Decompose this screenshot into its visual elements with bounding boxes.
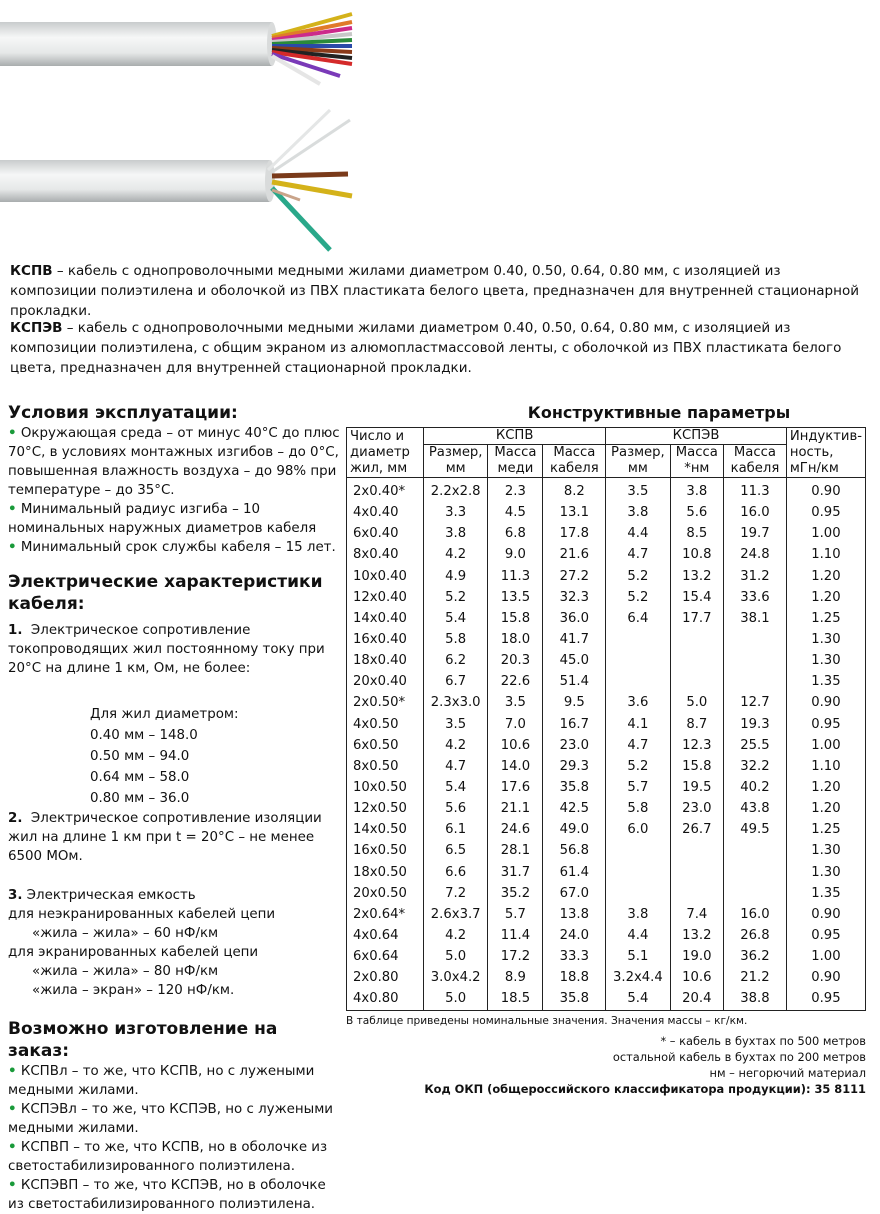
header-size-2: Размер, мм [606,445,670,478]
table-cell: 27.2 [543,566,606,587]
table-cell [724,840,787,861]
table-row [347,777,866,798]
table-cell: 8x0.50 [347,756,424,777]
table-cell: 19.3 [724,714,787,735]
table-cell: 5.8 [606,798,670,819]
table-cell: 5.2 [424,587,488,608]
electrical-title: Электрические характеристики кабеля: [8,572,323,614]
table-cell: 5.4 [424,777,488,798]
table-cell: 5.0 [424,946,488,967]
table-cell: 20x0.50 [347,883,424,904]
table-row [347,862,866,883]
table-cell: 3.5 [606,478,670,503]
table-cell: 6.7 [424,671,488,692]
table-cell: 5.6 [424,798,488,819]
table-cell: 6.6 [424,862,488,883]
table-cell [724,883,787,904]
cable-kspev-image [0,110,352,250]
table-cell: 3.6 [606,692,670,713]
table-cell: 35.2 [488,883,543,904]
table-cell: 1.20 [786,566,865,587]
table-cell: 6.8 [488,523,543,544]
table-cell: 11.4 [488,925,543,946]
table-cell: 1.20 [786,587,865,608]
bullet-icon: • [8,1178,17,1193]
table-cell: 22.6 [488,671,543,692]
table-row [347,502,866,523]
table-row [347,608,866,629]
table-cell: 19.5 [670,777,724,798]
table-cell: 2.3 [488,478,543,503]
table-cell: 18.8 [543,967,606,988]
header-inductance: Индуктив-ность, мГн/км [786,428,865,478]
table-cell: 8.7 [670,714,724,735]
table-cell: 3.8 [424,523,488,544]
table-cell: 2x0.64* [347,904,424,925]
table-cell: 41.7 [543,629,606,650]
table-cell: 2x0.80 [347,967,424,988]
table-cell: 14x0.50 [347,819,424,840]
table-cell: 24.0 [543,925,606,946]
table-cell: 19.7 [724,523,787,544]
table-cell: 20.4 [670,988,724,1010]
table-cell [724,629,787,650]
table-cell: 5.1 [606,946,670,967]
table-cell: 61.4 [543,862,606,883]
table-cell: 38.1 [724,608,787,629]
table-cell: 8.9 [488,967,543,988]
list-item: • Минимальный срок службы кабеля – 15 лет. [8,540,336,555]
table-cell: 1.25 [786,819,865,840]
table-cell: 5.8 [424,629,488,650]
table-cell: 19.0 [670,946,724,967]
table-cell: 23.0 [670,798,724,819]
table-cell: 6.0 [606,819,670,840]
bullet-icon: • [8,1102,17,1117]
table-cell [670,840,724,861]
table-cell: 5.2 [606,756,670,777]
table-cell: 10x0.40 [347,566,424,587]
table-cell: 67.0 [543,883,606,904]
table-row [347,523,866,544]
table-cell: 56.8 [543,840,606,861]
table-cell: 20x0.40 [347,671,424,692]
table-cell: 5.0 [424,988,488,1010]
table-cell: 5.4 [606,988,670,1010]
table-cell: 20.3 [488,650,543,671]
kspev-description [10,318,870,378]
table-cell: 0.95 [786,502,865,523]
table-cell [724,671,787,692]
table-cell: 18x0.40 [347,650,424,671]
table-cell: 28.1 [488,840,543,861]
table-cell [606,671,670,692]
table-cell: 3.8 [670,478,724,503]
table-cell: 33.3 [543,946,606,967]
capacitance-paragraph: 3. Электрическая емкость для неэкранированных кабелей цепи «жила – жила» – 60 нФ/км для экранированных кабелей цепи «жила – жила» – 80 нФ/км «жила – экран» – 120 нФ/км. [8,888,276,998]
table-cell: 4.2 [424,925,488,946]
table-cell: 4.2 [424,544,488,565]
table-cell: 10x0.50 [347,777,424,798]
table-cell: 4.5 [488,502,543,523]
table-cell: 38.8 [724,988,787,1010]
table-cell: 29.3 [543,756,606,777]
table-row [347,925,866,946]
table-cell: 24.8 [724,544,787,565]
table-row [347,671,866,692]
table-row [347,967,866,988]
table-cell: 0.95 [786,714,865,735]
table-cell: 15.8 [670,756,724,777]
table-cell: 4x0.64 [347,925,424,946]
table-cell: 0.95 [786,925,865,946]
list-item: • КСПЭВл – то же, что КСПЭВ, но с лужеными медными жилами. [8,1102,333,1136]
table-cell: 36.0 [543,608,606,629]
table-cell: 7.0 [488,714,543,735]
table-cell [670,629,724,650]
kspv-name: КСПВ [10,263,53,279]
table-cell: 5.0 [670,692,724,713]
table-cell: 35.8 [543,988,606,1010]
header-mass-cable: Масса кабеля [543,445,606,478]
table-row [347,756,866,777]
table-cell [724,862,787,883]
table-cell: 4.9 [424,566,488,587]
table-cell: 11.3 [488,566,543,587]
table-cell: 10.6 [670,967,724,988]
table-cell: 40.2 [724,777,787,798]
list-item: • КСПВП – то же, что КСПВ, но в оболочке из светостабилизированного полиэтилена. [8,1140,328,1174]
table-cell: 10.8 [670,544,724,565]
table-cell: 26.8 [724,925,787,946]
table-cell: 3.0x4.2 [424,967,488,988]
list-item: • КСПЭВП – то же, что КСПЭВ, но в оболочке из светостабилизированного полиэтилена. [8,1178,326,1212]
table-cell: 4.4 [606,523,670,544]
table-cell: 25.5 [724,735,787,756]
table-cell: 5.7 [488,904,543,925]
table-row [347,840,866,861]
table-cell: 21.6 [543,544,606,565]
table-row [347,544,866,565]
table-cell: 1.10 [786,756,865,777]
table-row [347,819,866,840]
table-cell: 5.6 [670,502,724,523]
table-cell: 0.95 [786,988,865,1010]
table-row [347,735,866,756]
table-cell: 13.5 [488,587,543,608]
table-cell: 4.1 [606,714,670,735]
table-cell: 7.4 [670,904,724,925]
table-cell: 16x0.40 [347,629,424,650]
table-cell: 26.7 [670,819,724,840]
header-kspv: КСПВ [424,428,606,445]
header-mass-copper: Масса меди [488,445,543,478]
table-cell: 43.8 [724,798,787,819]
table-row [347,587,866,608]
table-cell: 23.0 [543,735,606,756]
table-cell: 4.7 [606,735,670,756]
table-cell: 16.0 [724,502,787,523]
bullet-icon: • [8,1064,17,1079]
cable-photo [0,0,370,262]
table-cell: 32.3 [543,587,606,608]
table-cell: 5.4 [424,608,488,629]
table-cell: 6x0.40 [347,523,424,544]
table-footnotes: * – кабель в бухтах по 500 метров остальной кабель в бухтах по 200 метров нм – негорючий материал Код ОКП (общероссийского классификатора продукции): 35 8111 [346,1033,866,1097]
table-cell: 1.20 [786,777,865,798]
bullet-icon: • [8,540,17,555]
kspv-text: – кабель с однопроволочными медными жилами диаметром 0.40, 0.50, 0.64, 0.80 мм, с изоляцией из композиции полиэтилена и оболочкой из ПВХ пластиката белого цвета, предназначен для внутренней стационарной прокладки. [10,263,859,319]
table-cell: 6x0.50 [347,735,424,756]
table-cell: 1.30 [786,862,865,883]
table-cell: 14.0 [488,756,543,777]
table-cell: 4.7 [606,544,670,565]
table-cell [606,650,670,671]
table-cell: 18.5 [488,988,543,1010]
table-cell: 13.8 [543,904,606,925]
table-cell [724,650,787,671]
header-kspev: КСПЭВ [606,428,787,445]
header-count: Число и диаметр жил, мм [347,428,424,478]
table-cell: 12.3 [670,735,724,756]
table-row [347,478,866,503]
table-cell: 2.3x3.0 [424,692,488,713]
table-cell: 31.7 [488,862,543,883]
header-mass-nm: Масса *нм [670,445,724,478]
table-cell: 15.8 [488,608,543,629]
table-cell: 18.0 [488,629,543,650]
table-cell [670,862,724,883]
table-cell: 0.90 [786,692,865,713]
table-cell: 16.7 [543,714,606,735]
table-cell: 21.1 [488,798,543,819]
table-cell: 4.2 [424,735,488,756]
conditions-list [8,424,343,557]
table-cell: 6.2 [424,650,488,671]
table-row [347,629,866,650]
table-cell: 7.2 [424,883,488,904]
table-cell: 3.8 [606,904,670,925]
table-cell: 15.4 [670,587,724,608]
table-cell: 6.4 [606,608,670,629]
table-cell: 6.1 [424,819,488,840]
table-cell: 42.5 [543,798,606,819]
insulation-paragraph: 2. Электрическое сопротивление изоляции жил на длине 1 км при t = 20°С – не менее 6500 МОм. [8,811,322,864]
table-row [347,946,866,967]
table-cell: 4.7 [424,756,488,777]
table-cell: 4x0.80 [347,988,424,1010]
table-cell: 11.3 [724,478,787,503]
conditions-title: Условия эксплуатации: [8,403,238,423]
table-row [347,566,866,587]
table-cell: 1.30 [786,840,865,861]
okp-code: Код ОКП (общероссийского классификатора продукции): 35 8111 [424,1081,866,1096]
table-cell: 1.10 [786,544,865,565]
table-cell: 13.2 [670,566,724,587]
table-cell: 1.00 [786,523,865,544]
kspv-description [10,261,870,321]
table-cell: 9.5 [543,692,606,713]
table-cell: 35.8 [543,777,606,798]
list-item: • Минимальный радиус изгиба – 10 номинальных наружных диаметров кабеля [8,502,317,536]
table-title: Конструктивные параметры [527,403,791,422]
table-cell: 3.5 [424,714,488,735]
list-item: • Окружающая среда – от минус 40°С до плюс 70°С, в условиях монтажных изгибов – до 0°С, повышенная влажность воздуха – до 98% при температуре – до 35°С. [8,426,340,498]
table-cell: 3.2x4.4 [606,967,670,988]
table-cell: 1.20 [786,798,865,819]
table-cell: 0.90 [786,967,865,988]
table-cell: 17.6 [488,777,543,798]
table-cell: 8.5 [670,523,724,544]
table-row [347,714,866,735]
table-cell: 1.30 [786,650,865,671]
table-cell: 16.0 [724,904,787,925]
table-cell: 49.5 [724,819,787,840]
table-cell [606,862,670,883]
table-cell: 2.6x3.7 [424,904,488,925]
table-cell [606,840,670,861]
table-cell: 49.0 [543,819,606,840]
table-cell: 17.8 [543,523,606,544]
table-cell: 1.00 [786,735,865,756]
table-cell: 2x0.40* [347,478,424,503]
table-cell: 3.5 [488,692,543,713]
table-cell: 14x0.40 [347,608,424,629]
table-cell: 5.2 [606,566,670,587]
table-cell: 1.35 [786,883,865,904]
table-cell: 0.90 [786,478,865,503]
table-cell: 18x0.50 [347,862,424,883]
table-cell: 12x0.50 [347,798,424,819]
table-cell: 16x0.50 [347,840,424,861]
table-cell: 51.4 [543,671,606,692]
table-cell: 31.2 [724,566,787,587]
table-cell: 1.35 [786,671,865,692]
table-cell: 24.6 [488,819,543,840]
kspev-text: – кабель с однопроволочными медными жилами диаметром 0.40, 0.50, 0.64, 0.80 мм, с изоляцией из композиции полиэтилена, с общим экраном из алюмопластмассовой ленты, с оболочкой из ПВХ пластиката белого цвета, предназначен для внутренней стационарной прокладки. [10,320,842,376]
table-cell: 17.2 [488,946,543,967]
table-cell: 3.3 [424,502,488,523]
table-cell: 32.2 [724,756,787,777]
table-cell: 1.30 [786,629,865,650]
table-cell: 5.7 [606,777,670,798]
header-mass-cable-2: Масса кабеля [724,445,787,478]
table-row [347,988,866,1010]
header-size: Размер, мм [424,445,488,478]
list-item: • КСПВл – то же, что КСПВ, но с лужеными медными жилами. [8,1064,315,1098]
table-cell: 4x0.50 [347,714,424,735]
table-row [347,692,866,713]
table-cell [606,883,670,904]
table-cell: 4x0.40 [347,502,424,523]
table-cell: 5.2 [606,587,670,608]
table-cell: 1.00 [786,946,865,967]
table-row [347,883,866,904]
table-note: В таблице приведены номинальные значения. Значения массы – кг/км. [346,1014,748,1027]
bullet-icon: • [8,426,17,441]
table-cell: 1.25 [786,608,865,629]
table-cell: 8x0.40 [347,544,424,565]
left-column [8,402,343,1214]
table-cell: 4.4 [606,925,670,946]
bullet-icon: • [8,1140,17,1155]
table-row [347,798,866,819]
table-cell: 2.2x2.8 [424,478,488,503]
table-cell: 45.0 [543,650,606,671]
table-cell: 17.7 [670,608,724,629]
table-cell: 9.0 [488,544,543,565]
spec-table [346,427,866,1011]
table-cell: 12.7 [724,692,787,713]
table-cell: 13.1 [543,502,606,523]
table-cell: 12x0.40 [347,587,424,608]
custom-title: Возможно изготовление на заказ: [8,1019,278,1061]
table-cell: 21.2 [724,967,787,988]
table-row [347,904,866,925]
table-cell: 6.5 [424,840,488,861]
cable-kspv-image [0,14,352,84]
table-cell: 2x0.50* [347,692,424,713]
table-cell: 3.8 [606,502,670,523]
resistance-paragraph: 1. Электрическое сопротивление токопроводящих жил постоянному току при 20°С на длине 1 км, Ом, не более: [8,623,325,676]
table-cell: 33.6 [724,587,787,608]
diameter-list: Для жил диаметром: 0.40 мм – 148.0 0.50 мм – 94.0 0.64 мм – 58.0 0.80 мм – 36.0 [90,707,239,806]
table-cell: 36.2 [724,946,787,967]
table-cell: 8.2 [543,478,606,503]
table-cell: 6x0.64 [347,946,424,967]
table-cell [606,629,670,650]
bullet-icon: • [8,502,17,517]
table-cell [670,883,724,904]
kspev-name: КСПЭВ [10,320,63,336]
custom-list [8,1062,343,1214]
spec-table-body [347,478,866,1011]
table-cell: 13.2 [670,925,724,946]
right-column [346,402,872,1097]
table-cell: 10.6 [488,735,543,756]
table-cell: 0.90 [786,904,865,925]
table-cell [670,650,724,671]
table-cell [670,671,724,692]
table-row [347,650,866,671]
